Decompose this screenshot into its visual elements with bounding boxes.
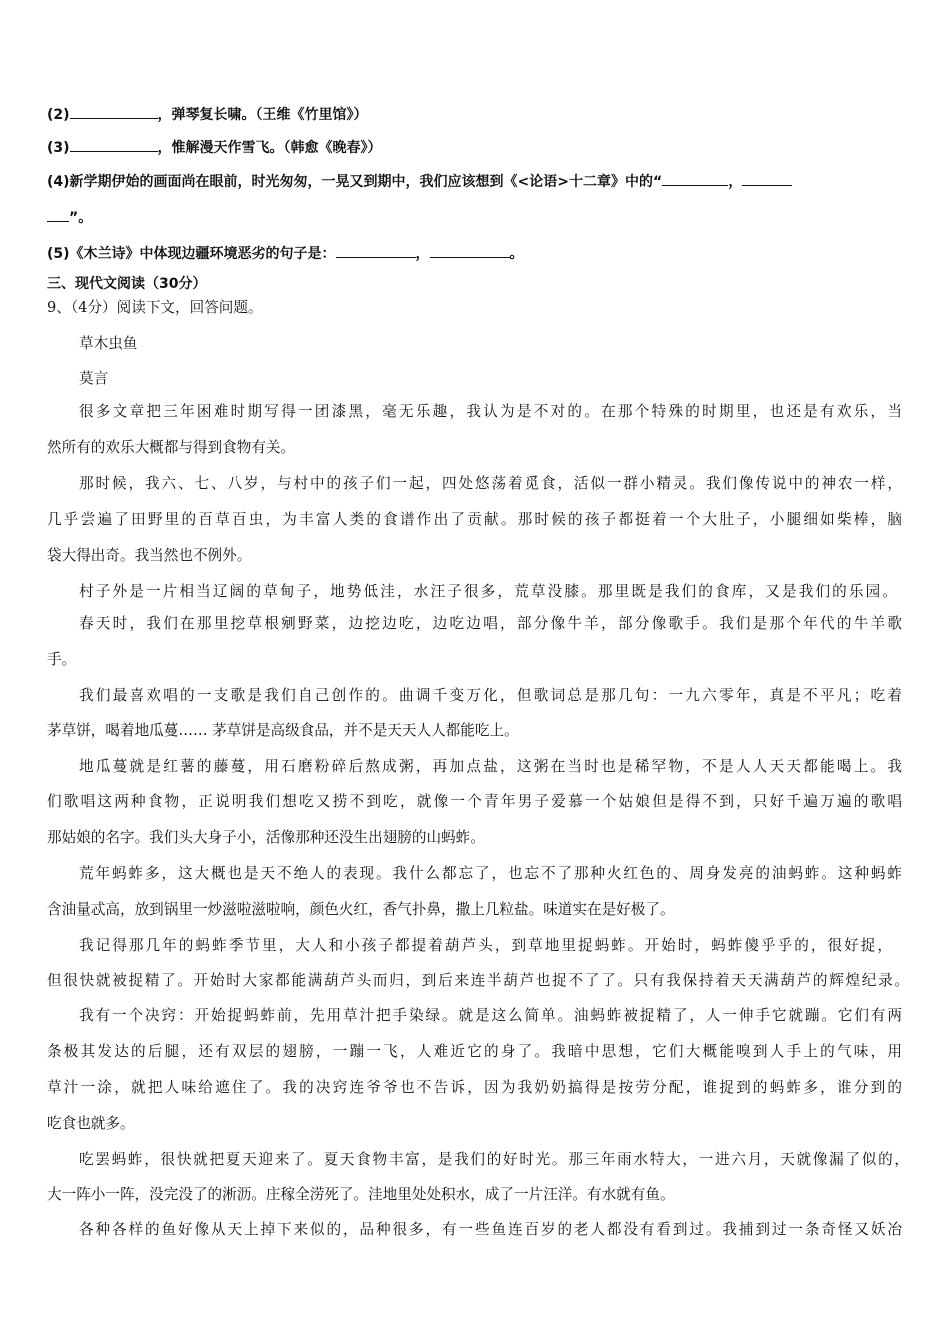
- question-2-text: ，弹琴复长啸。（王维《竹里馆》）: [157, 107, 368, 123]
- answer-blank: [662, 171, 728, 186]
- question-3-text: ，惟解漫天作雪飞。（韩愈《晚春》）: [157, 140, 382, 156]
- question-5-text: (5)《木兰诗》中体现边疆环境恶劣的句子是：: [47, 246, 336, 262]
- article-line: 我记得那几年的蚂蚱季节里，大人和小孩子都提着葫芦头，到草地里捉蚂蚱。开始时，蚂蚱傻乎乎的，很好捉，: [79, 937, 892, 954]
- article-line: 袋大得出奇。我当然也不例外。: [47, 547, 252, 564]
- question-4-tail: ”。: [69, 210, 93, 226]
- article-line: 吃罢蚂蚱，很快就把夏天迎来了。夏天食物丰富，是我们的好时光。那三年雨水特大，一进六月，天就像漏了似的，: [79, 1151, 909, 1168]
- article-line: 手。: [47, 651, 77, 668]
- article-line: 那时候，我六、七、八岁，与村中的孩子们一起，四处悠荡着觅食，活似一群小精灵。我们像传说中的神农一样，: [79, 475, 902, 492]
- question-4-continued: [47, 207, 909, 228]
- question-3-number: (3): [47, 140, 70, 156]
- article-line: 荒年蚂蚱多，这大概也是天不绝人的表现。我什么都忘了，也忘不了那种火红色的、周身发亮的油蚂蚱。这种蚂蚱: [79, 865, 902, 882]
- question-2: [47, 104, 909, 125]
- article-line: 们歌唱这两种食物，正说明我们想吃又捞不到吃，就像一个青年男子爱慕一个姑娘但是得不到，只好千遍万遍的歌唱: [47, 793, 902, 810]
- article-line: 很多文章把三年困难时期写得一团漆黑，毫无乐趣，我认为是不对的。在那个特殊的时期里，也还是有欢乐，当: [79, 403, 902, 420]
- article-title: 草木虫鱼: [79, 335, 138, 352]
- article-line: 草汁一涂，就把人味给遮住了。我的决窍连爷爷也不告诉，因为我奶奶搞得是按劳分配，谁捉到的蚂蚱多，谁分到的: [47, 1079, 902, 1096]
- answer-blank: [336, 243, 416, 258]
- question-2-number: (2): [47, 107, 70, 123]
- question-3: [47, 137, 909, 158]
- question-4-text: (4)新学期伊始的画面尚在眼前，时光匆匆，一晃又到期中，我们应该想到《<论语>十二章》中的“: [47, 174, 663, 190]
- section-title: 三、现代文阅读（30分）: [47, 276, 207, 292]
- answer-blank: [70, 104, 158, 119]
- question-5-comma: ，: [415, 246, 430, 262]
- article-line: 几乎尝遍了田野里的百草百虫，为丰富人类的食谱作出了贡献。那时候的孩子都挺着一个大肚子，小腿细如柴棒，脑: [47, 511, 902, 528]
- article-line: 含油量忒高，放到锅里一炒滋啦滋啦响，颜色火红，香气扑鼻，撒上几粒盐。味道实在是好极了。: [47, 901, 675, 918]
- article-line: 村子外是一片相当辽阔的草甸子，地势低洼，水汪子很多，荒草没膝。那里既是我们的食库，又是我们的乐园。: [79, 583, 897, 600]
- article-line: 吃食也就多。: [47, 1115, 135, 1132]
- article-line: 各种各样的鱼好像从天上掉下来似的，品种很多，有一些鱼连百岁的老人都没有看到过。我捕到过一条奇怪又妖冶: [79, 1221, 902, 1238]
- question-5: [47, 243, 909, 264]
- article-author: 莫言: [79, 370, 109, 387]
- article-line: 然所有的欢乐大概都与得到食物有关。: [47, 439, 296, 456]
- article-line: 茅草饼，喝着地瓜蔓…… 茅草饼是高级食品，并不是天天人人都能吃上。: [47, 722, 519, 739]
- article-line: 我有一个决窍：开始捉蚂蚱前，先用草汁把手染绿。就是这么简单。油蚂蚱被捉精了，人一伸手它就蹦。它们有两: [79, 1007, 902, 1024]
- answer-blank: [70, 137, 158, 152]
- question-4-comma: ，: [728, 174, 743, 190]
- question-5-end: 。: [509, 246, 524, 262]
- answer-blank: [742, 171, 792, 186]
- article-line: 春天时，我们在那里挖草根剜野菜，边挖边吃，边吃边唱，部分像牛羊，部分像歌手。我们是那个年代的牛羊歌: [79, 615, 902, 632]
- article-line: 条极其发达的后腿，还有双层的翅膀，一蹦一飞，人难近它的身了。我暗中思想，它们大概能嗅到人手上的气味，用: [47, 1043, 902, 1060]
- answer-blank: [430, 243, 510, 258]
- answer-blank: [47, 207, 69, 222]
- question-4: [47, 171, 909, 192]
- article-line: 我们最喜欢唱的一支歌是我们自己创作的。曲调千变万化，但歌词总是那几句：一九六零年，真是不平凡；吃着: [79, 687, 902, 704]
- article-line: 但很快就被捉精了。开始时大家都能满葫芦头而归，到后来连半葫芦也捉不了了。只有我保持着天天满葫芦的辉煌纪录。: [47, 972, 909, 989]
- article-line: 地瓜蔓就是红薯的藤蔓，用石磨粉碎后熬成粥，再加点盐，这粥在当时也是稀罕物，不是人人天天都能喝上。我: [79, 758, 902, 775]
- question-9-prompt: 9、（4分）阅读下文，回答问题。: [47, 299, 263, 316]
- article-line: 大一阵小一阵，没完没了的淅沥。庄稼全涝死了。洼地里处处积水，成了一片汪洋。有水就有鱼。: [47, 1186, 675, 1203]
- article-line: 那姑娘的名字。我们头大身子小，活像那种还没生出翅膀的山蚂蚱。: [47, 829, 485, 846]
